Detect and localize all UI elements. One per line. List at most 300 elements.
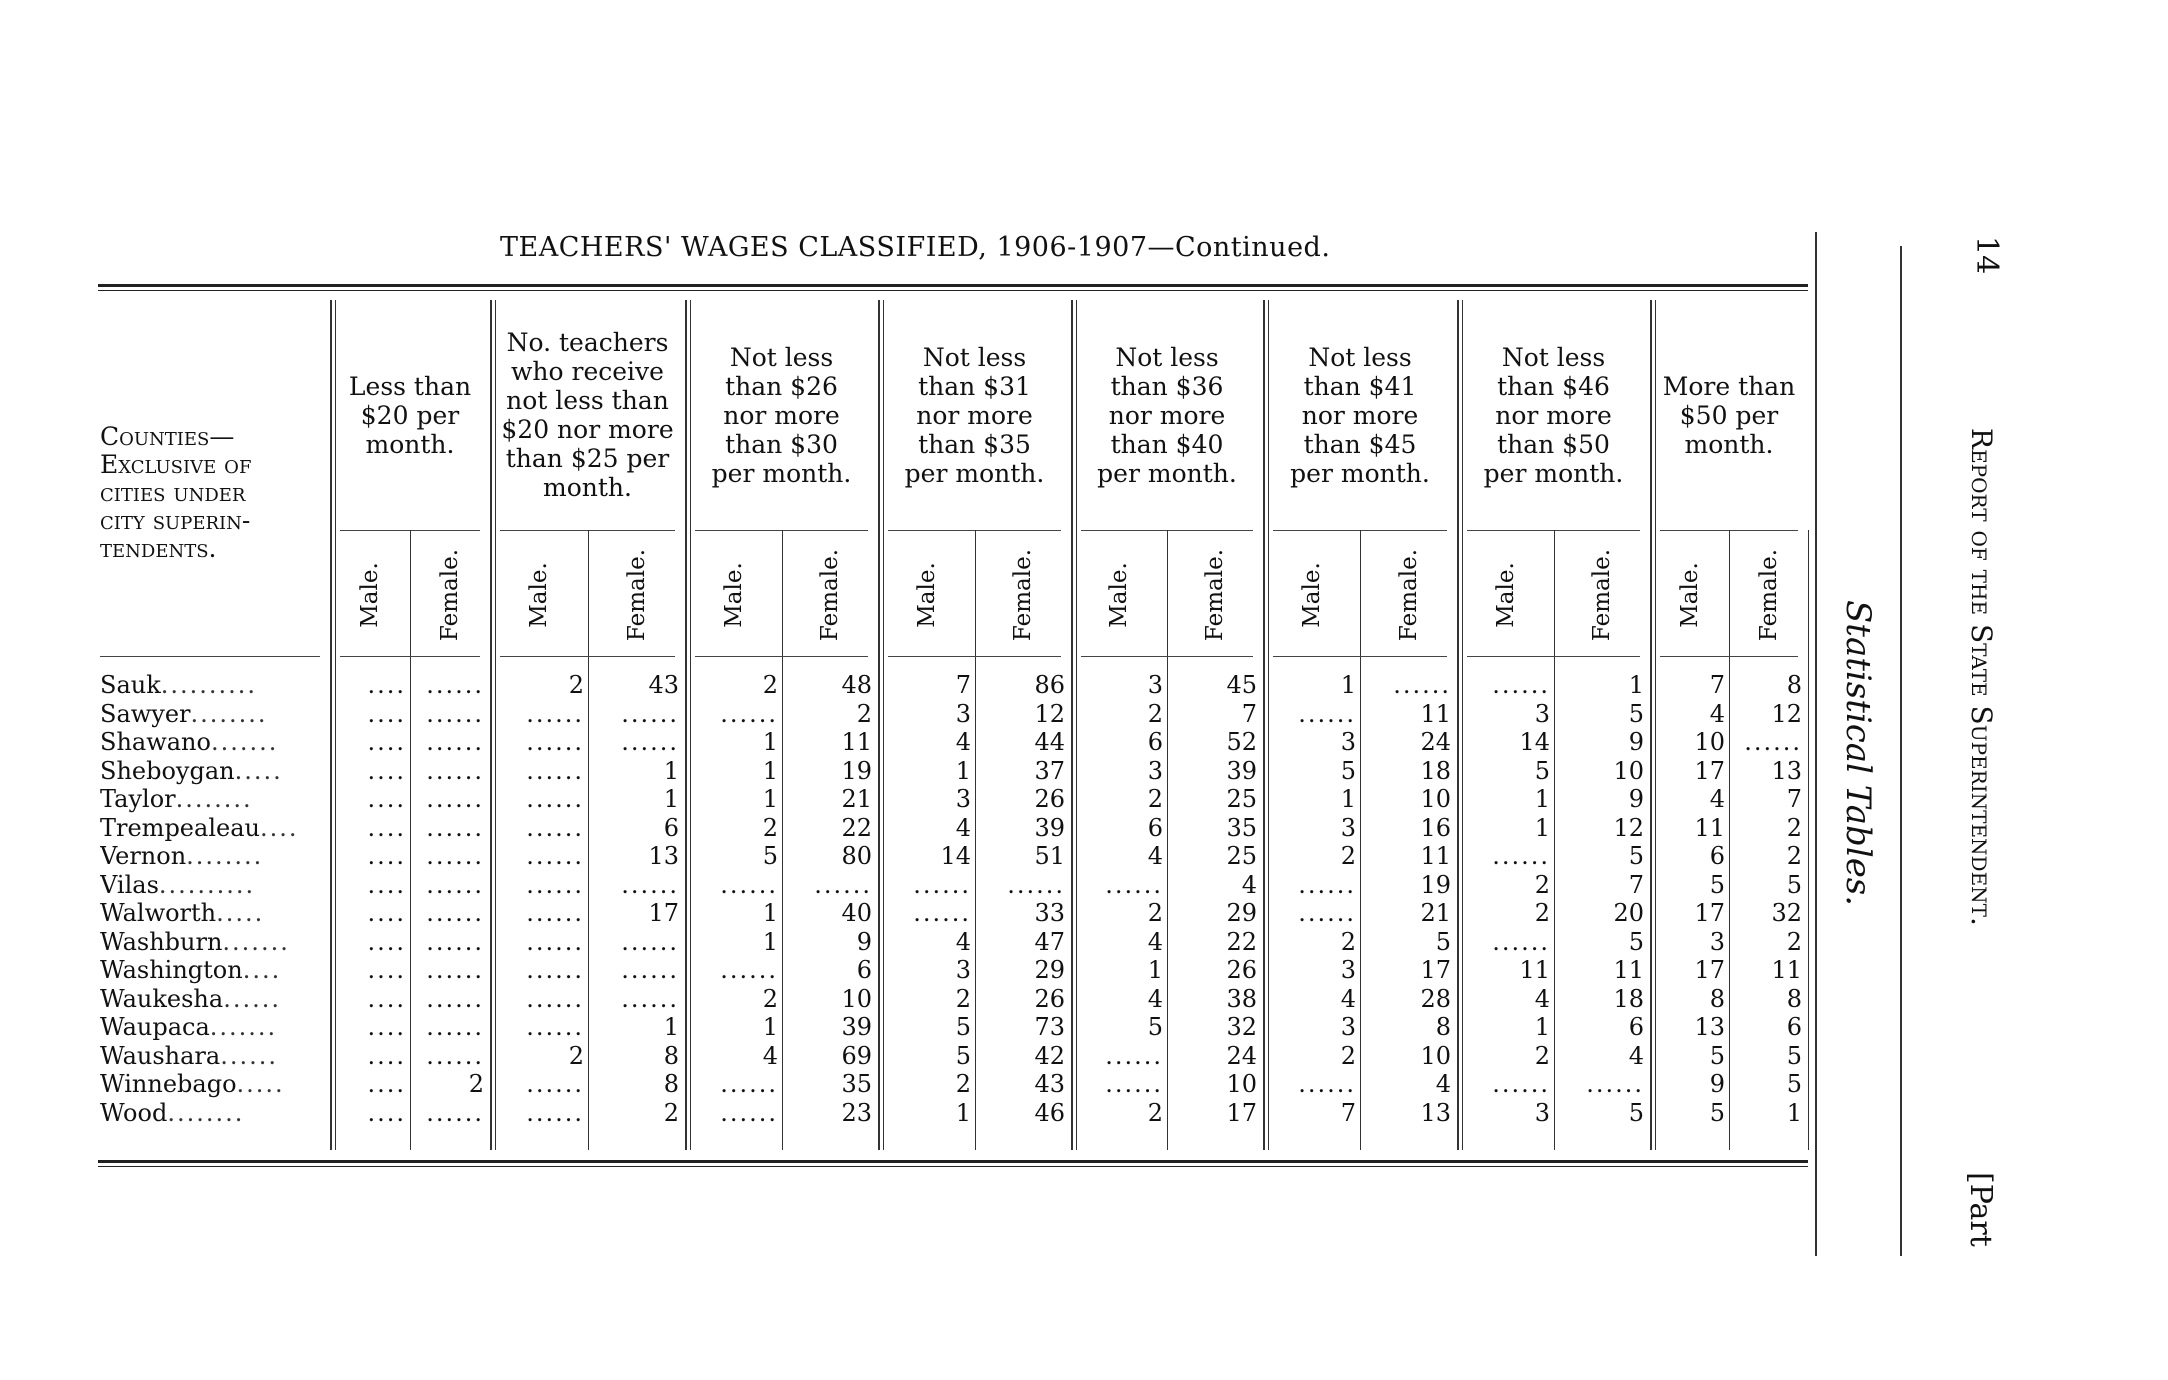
group-divider-inner [1462, 300, 1463, 1150]
male-label: Male. [721, 562, 747, 628]
table-cell: ...... [526, 1099, 584, 1127]
table-cell: 43 [648, 671, 679, 699]
table-cell: ...... [526, 814, 584, 842]
table-cell: 21 [1420, 899, 1451, 927]
table-cell: 9 [856, 928, 872, 956]
table-cell: 11 [1613, 956, 1644, 984]
table-cell: 4 [1628, 1042, 1644, 1070]
table-cell: 3 [1534, 700, 1550, 728]
table-cell: 2 [762, 985, 778, 1013]
table-cell: 48 [841, 671, 872, 699]
table-cell: 5 [1534, 757, 1550, 785]
table-cell: 5 [1340, 757, 1356, 785]
female-label: Female. [624, 548, 650, 642]
table-cell: 17 [1694, 899, 1725, 927]
table-cell: 11 [1420, 700, 1451, 728]
group-divider [1457, 300, 1459, 1150]
table-cell: ...... [426, 1099, 484, 1127]
table-cell: 2 [955, 1070, 971, 1098]
group-header-text: More than $50 per month. [1662, 371, 1796, 459]
table-cell: ...... [1298, 899, 1356, 927]
table-cell: ...... [1105, 1070, 1163, 1098]
table-cell: 37 [1034, 757, 1065, 785]
sub-divider [1729, 530, 1730, 1150]
table-cell: 11 [1771, 956, 1802, 984]
county-name: Waukesha [100, 985, 224, 1013]
table-cell: 4 [762, 1042, 778, 1070]
table-cell: ...... [426, 814, 484, 842]
table-cell: .... [367, 785, 406, 813]
table-cell: 1 [1534, 785, 1550, 813]
counties-header-rule [100, 656, 320, 657]
table-cell: 5 [1147, 1013, 1163, 1041]
table-cell: 1 [1628, 671, 1644, 699]
table-cell: ...... [426, 899, 484, 927]
table-cell: 7 [1628, 871, 1644, 899]
table-cell: ...... [1298, 700, 1356, 728]
table-cell: ...... [526, 899, 584, 927]
table-cell: 5 [1628, 928, 1644, 956]
group-header-1 [334, 300, 486, 530]
female-subheader [810, 540, 850, 650]
table-cell: 1 [762, 757, 778, 785]
table-cell: 8 [663, 1042, 679, 1070]
table-cell: 4 [955, 814, 971, 842]
group-header-2 [494, 300, 681, 530]
counties-column-header [100, 395, 330, 563]
table-cell: 23 [841, 1099, 872, 1127]
table-cell: 5 [1786, 1042, 1802, 1070]
county-name: Trempealeau [100, 814, 260, 842]
table-cell: 14 [940, 842, 971, 870]
subheader-rule [1081, 656, 1253, 657]
table-cell: 25 [1226, 785, 1257, 813]
subheader-rule [500, 656, 675, 657]
leader-dots: ..... [236, 1070, 285, 1098]
subheader-rule [1273, 656, 1447, 657]
county-row-label [100, 899, 325, 927]
group-divider-inner [1268, 300, 1269, 1150]
table-cell: ...... [720, 956, 778, 984]
table-cell: ...... [621, 985, 679, 1013]
county-row-label [100, 785, 325, 813]
table-cell: 80 [841, 842, 872, 870]
table-cell: 1 [1147, 956, 1163, 984]
table-cell: ...... [426, 842, 484, 870]
table-cell: ...... [526, 757, 584, 785]
female-subheader [1749, 540, 1789, 650]
county-name: Walworth [100, 899, 217, 927]
table-cell: ...... [426, 728, 484, 756]
male-subheader [907, 540, 947, 650]
table-cell: 4 [955, 928, 971, 956]
table-cell: 1 [663, 1013, 679, 1041]
table-cell: 4 [1241, 871, 1257, 899]
table-cell: .... [367, 700, 406, 728]
table-cell: 2 [856, 700, 872, 728]
group-header-text: Not less than $26 nor more than $30 per month. [711, 342, 852, 488]
running-head: Report of the State Superintendent. [1965, 428, 1998, 926]
table-cell: ...... [426, 785, 484, 813]
table-cell: ...... [426, 871, 484, 899]
table-cell: 13 [648, 842, 679, 870]
table-cell: 69 [841, 1042, 872, 1070]
table-cell: ...... [720, 871, 778, 899]
group-header-text: Not less than $36 nor more than $40 per month. [1097, 342, 1237, 488]
table-cell: 20 [1613, 899, 1644, 927]
table-cell: ...... [426, 671, 484, 699]
table-cell: 42 [1034, 1042, 1065, 1070]
table-cell: 44 [1034, 728, 1065, 756]
group-header-5 [1075, 300, 1259, 530]
table-cell: 6 [856, 956, 872, 984]
county-name: Wood [100, 1099, 168, 1127]
county-row-label [100, 757, 325, 785]
group-header-text: Not less than $41 nor more than $45 per month. [1290, 342, 1430, 488]
table-cell: 12 [1613, 814, 1644, 842]
table-cell: 33 [1034, 899, 1065, 927]
page-number: 14 [1969, 236, 2004, 275]
table-cell: 32 [1226, 1013, 1257, 1041]
table-cell: ...... [913, 899, 971, 927]
county-row-label [100, 985, 325, 1013]
table-cell: .... [367, 814, 406, 842]
table-cell: 1 [1786, 1099, 1802, 1127]
table-cell: 10 [1420, 785, 1451, 813]
leader-dots: ....... [210, 728, 279, 756]
table-cell: 3 [1340, 956, 1356, 984]
sub-divider [782, 530, 783, 1150]
bottom-rule [98, 1160, 1808, 1163]
table-cell: ...... [526, 956, 584, 984]
table-cell: 9 [1628, 785, 1644, 813]
table-cell: 1 [663, 757, 679, 785]
table-cell: 3 [955, 956, 971, 984]
leader-dots: ........ [186, 842, 264, 870]
table-cell: 9 [1628, 728, 1644, 756]
table-cell: ...... [426, 985, 484, 1013]
group-header-6 [1267, 300, 1453, 530]
table-cell: ...... [720, 1099, 778, 1127]
county-row-label [100, 1013, 325, 1041]
table-cell: 2 [1340, 842, 1356, 870]
subheader-rule [888, 656, 1061, 657]
table-cell: 3 [1340, 728, 1356, 756]
table-cell: 1 [1340, 671, 1356, 699]
female-label: Female. [1396, 548, 1422, 642]
county-name: Sauk [100, 671, 161, 699]
table-cell: 7 [955, 671, 971, 699]
table-cell: 9 [1709, 1070, 1725, 1098]
sub-divider [588, 530, 589, 1150]
leader-dots: ........ [190, 700, 268, 728]
table-cell: 86 [1034, 671, 1065, 699]
county-name: Taylor [100, 785, 176, 813]
table-cell: 1 [762, 1013, 778, 1041]
table-cell: 32 [1771, 899, 1802, 927]
table-cell: 6 [1147, 728, 1163, 756]
table-cell: ...... [426, 1013, 484, 1041]
table-cell: 7 [1786, 785, 1802, 813]
group-header-text: No. teachers who receive not less than $20 nor more than $25 per month. [501, 328, 674, 502]
female-subheader [617, 540, 657, 650]
table-cell: 5 [1628, 700, 1644, 728]
table-cell: 14 [1519, 728, 1550, 756]
leader-dots: .......... [160, 671, 258, 699]
table-cell: ...... [426, 956, 484, 984]
table-cell: ...... [526, 985, 584, 1013]
table-cell: 2 [1534, 899, 1550, 927]
table-cell: 4 [1340, 985, 1356, 1013]
group-header-text: Less than $20 per month. [348, 371, 472, 459]
table-cell: 19 [1420, 871, 1451, 899]
table-cell: 1 [1534, 1013, 1550, 1041]
table-cell: .... [367, 671, 406, 699]
male-label: Male. [914, 562, 940, 628]
table-cell: 3 [1147, 671, 1163, 699]
table-cell: 1 [762, 728, 778, 756]
male-label: Male. [357, 562, 383, 628]
table-cell: 4 [1709, 785, 1725, 813]
table-cell: 6 [1709, 842, 1725, 870]
table-cell: ...... [426, 1042, 484, 1070]
male-label: Male. [1677, 562, 1703, 628]
part-marker: [Part [1963, 1172, 1998, 1247]
table-cell: 2 [1147, 700, 1163, 728]
sub-divider [1167, 530, 1168, 1150]
table-cell: 35 [1226, 814, 1257, 842]
table-right-edge [1808, 530, 1809, 1150]
leader-dots: ....... [222, 928, 290, 956]
table-cell: 6 [1147, 814, 1163, 842]
table-cell: ...... [526, 700, 584, 728]
table-cell: 45 [1226, 671, 1257, 699]
county-name: Shawano [100, 728, 211, 756]
female-label: Female. [1010, 548, 1036, 642]
table-cell: .... [367, 985, 406, 1013]
female-label: Female. [1202, 548, 1228, 642]
group-divider [1650, 300, 1652, 1150]
table-cell: 4 [1147, 842, 1163, 870]
table-cell: 3 [955, 785, 971, 813]
table-cell: 10 [1420, 1042, 1451, 1070]
table-cell: 5 [1786, 1070, 1802, 1098]
leader-dots: .... [259, 814, 299, 842]
table-cell: 2 [1534, 1042, 1550, 1070]
table-cell: ...... [426, 928, 484, 956]
female-subheader [1195, 540, 1235, 650]
table-cell: 46 [1034, 1099, 1065, 1127]
table-cell: 2 [1147, 785, 1163, 813]
table-title: TEACHERS' WAGES CLASSIFIED, 1906-1907—Continued. [500, 232, 1331, 263]
table-cell: 10 [1694, 728, 1725, 756]
table-cell: 11 [1420, 842, 1451, 870]
table-cell: 13 [1771, 757, 1802, 785]
leader-dots: ........ [175, 785, 253, 813]
sub-divider [1554, 530, 1555, 1150]
leader-dots: ....... [209, 1013, 278, 1041]
table-cell: ...... [621, 928, 679, 956]
table-cell: 19 [841, 757, 872, 785]
county-name: Winnebago [100, 1070, 237, 1098]
table-cell: ...... [526, 842, 584, 870]
table-cell: 2 [762, 671, 778, 699]
table-cell: 3 [955, 700, 971, 728]
table-cell: 12 [1771, 700, 1802, 728]
table-cell: ...... [526, 1070, 584, 1098]
table-cell: .... [367, 728, 406, 756]
table-cell: ...... [720, 700, 778, 728]
table-cell: 2 [1147, 899, 1163, 927]
county-name: Waushara [100, 1042, 221, 1070]
table-cell: 2 [1534, 871, 1550, 899]
table-cell: 5 [1709, 1099, 1725, 1127]
female-label: Female. [1589, 548, 1615, 642]
table-cell: 17 [1420, 956, 1451, 984]
table-cell: 2 [568, 1042, 584, 1070]
table-cell: 4 [1147, 985, 1163, 1013]
table-cell: 2 [1786, 842, 1802, 870]
county-row-label [100, 842, 325, 870]
table-cell: 6 [663, 814, 679, 842]
top-rule [98, 284, 1808, 287]
sub-divider [1360, 530, 1361, 1150]
table-cell: ...... [526, 871, 584, 899]
leader-dots: ...... [220, 1042, 278, 1070]
group-divider [878, 300, 880, 1150]
table-cell: ...... [1298, 1070, 1356, 1098]
male-subheader [714, 540, 754, 650]
table-cell: 1 [663, 785, 679, 813]
table-cell: 8 [1435, 1013, 1451, 1041]
group-divider-inner [883, 300, 884, 1150]
group-header-text: Not less than $46 nor more than $50 per month. [1483, 342, 1624, 488]
table-cell: 21 [841, 785, 872, 813]
table-cell: 17 [1694, 956, 1725, 984]
table-cell: 17 [648, 899, 679, 927]
top-rule-inner [98, 290, 1808, 291]
table-cell: 18 [1420, 757, 1451, 785]
group-header-text: Not less than $31 nor more than $35 per month. [904, 342, 1045, 488]
table-cell: 6 [1628, 1013, 1644, 1041]
table-cell: 11 [841, 728, 872, 756]
table-cell: .... [367, 1013, 406, 1041]
female-subheader [1582, 540, 1622, 650]
table-cell: 26 [1034, 785, 1065, 813]
group-divider-inner [335, 300, 336, 1150]
table-cell: 17 [1226, 1099, 1257, 1127]
table-cell: 1 [762, 899, 778, 927]
table-cell: 13 [1420, 1099, 1451, 1127]
table-cell: ...... [1492, 1070, 1550, 1098]
table-cell: 22 [1226, 928, 1257, 956]
table-cell: 16 [1420, 814, 1451, 842]
table-cell: ...... [426, 700, 484, 728]
table-cell: ...... [1105, 871, 1163, 899]
county-name: Sawyer [100, 700, 191, 728]
male-label: Male. [1299, 562, 1325, 628]
county-row-label [100, 671, 325, 699]
table-cell: 2 [1786, 814, 1802, 842]
table-cell: ...... [526, 928, 584, 956]
table-cell: 3 [1147, 757, 1163, 785]
county-name: Vernon [100, 842, 187, 870]
table-cell: 4 [1435, 1070, 1451, 1098]
table-cell: 39 [1034, 814, 1065, 842]
group-divider-inner [1076, 300, 1077, 1150]
county-name: Washburn [100, 928, 223, 956]
table-cell: .... [367, 899, 406, 927]
table-cell: .... [367, 1070, 406, 1098]
table-cell: 2 [468, 1070, 484, 1098]
bottom-rule-inner [98, 1166, 1808, 1167]
table-cell: 3 [1709, 928, 1725, 956]
county-name: Waupaca [100, 1013, 210, 1041]
table-cell: 2 [568, 671, 584, 699]
table-cell: 3 [1340, 1013, 1356, 1041]
leader-dots: ........ [167, 1099, 245, 1127]
table-cell: 5 [1709, 1042, 1725, 1070]
female-subheader [1389, 540, 1429, 650]
table-cell: ...... [621, 728, 679, 756]
table-cell: 22 [841, 814, 872, 842]
table-cell: .... [367, 928, 406, 956]
table-cell: 12 [1034, 700, 1065, 728]
table-cell: 43 [1034, 1070, 1065, 1098]
county-row-label [100, 728, 325, 756]
table-cell: 5 [1786, 871, 1802, 899]
group-divider [685, 300, 687, 1150]
table-cell: 29 [1034, 956, 1065, 984]
county-row-label [100, 1042, 325, 1070]
table-cell: ...... [526, 785, 584, 813]
county-name: Vilas [100, 871, 159, 899]
table-cell: 11 [1519, 956, 1550, 984]
female-label: Female. [817, 548, 843, 642]
county-row-label [100, 1070, 325, 1098]
table-cell: ...... [526, 1013, 584, 1041]
table-cell: 5 [762, 842, 778, 870]
county-name: Sheboygan [100, 757, 235, 785]
leader-dots: ..... [234, 757, 283, 785]
table-cell: .... [367, 757, 406, 785]
table-cell: 10 [1613, 757, 1644, 785]
table-cell: .... [367, 871, 406, 899]
male-subheader [1486, 540, 1526, 650]
table-cell: 4 [1147, 928, 1163, 956]
female-label: Female. [1756, 548, 1782, 642]
table-cell: 7 [1340, 1099, 1356, 1127]
table-cell: 1 [762, 785, 778, 813]
table-cell: 25 [1226, 842, 1257, 870]
table-cell: 1 [955, 1099, 971, 1127]
table-cell: ...... [426, 757, 484, 785]
table-cell: ...... [913, 871, 971, 899]
table-cell: 52 [1226, 728, 1257, 756]
group-divider-inner [690, 300, 691, 1150]
table-cell: 24 [1420, 728, 1451, 756]
table-cell: .... [367, 1099, 406, 1127]
female-label: Female. [437, 548, 463, 642]
county-name: Washington [100, 956, 243, 984]
county-row-label [100, 956, 325, 984]
table-cell: 38 [1226, 985, 1257, 1013]
subheader-rule [1660, 656, 1798, 657]
table-cell: 2 [1786, 928, 1802, 956]
table-cell: 28 [1420, 985, 1451, 1013]
table-cell: ...... [1393, 671, 1451, 699]
table-cell: 51 [1034, 842, 1065, 870]
